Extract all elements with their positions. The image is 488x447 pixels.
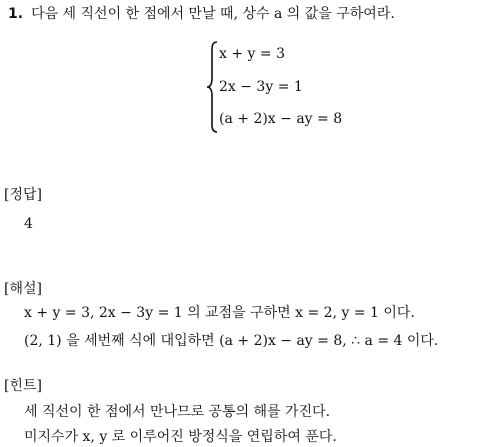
explanation-line-2: (2, 1) 을 세번째 식에 대입하면 (a + 2)x − ay = 8, ∴ a = 4 이다. (24, 333, 439, 349)
problem-number: 1. (8, 6, 24, 22)
left-brace-icon (205, 40, 219, 134)
hint-line-2: 미지수가 x, y 로 이루어진 방정식을 연립하여 푼다. (24, 429, 337, 445)
problem-text: 다음 세 직선이 한 점에서 만날 때, 상수 a 의 값을 구하여라. (31, 6, 395, 22)
hint-line-1: 세 직선이 한 점에서 만나므로 공통의 해를 가진다. (24, 404, 331, 420)
problem-statement (8, 4, 395, 24)
equation-system (205, 40, 365, 134)
hint-title: [힌트] (4, 378, 42, 394)
explanation-title: [해설] (4, 281, 42, 297)
answer-value: 4 (24, 216, 33, 232)
answer-title: [정답] (4, 187, 42, 203)
equation-3: (a + 2)x − ay = 8 (219, 111, 343, 127)
equation-1: x + y = 3 (219, 46, 285, 62)
equation-2: 2x − 3y = 1 (219, 79, 303, 95)
explanation-line-1: x + y = 3, 2x − 3y = 1 의 교점을 구하면 x = 2, y = 1 이다. (24, 305, 415, 321)
